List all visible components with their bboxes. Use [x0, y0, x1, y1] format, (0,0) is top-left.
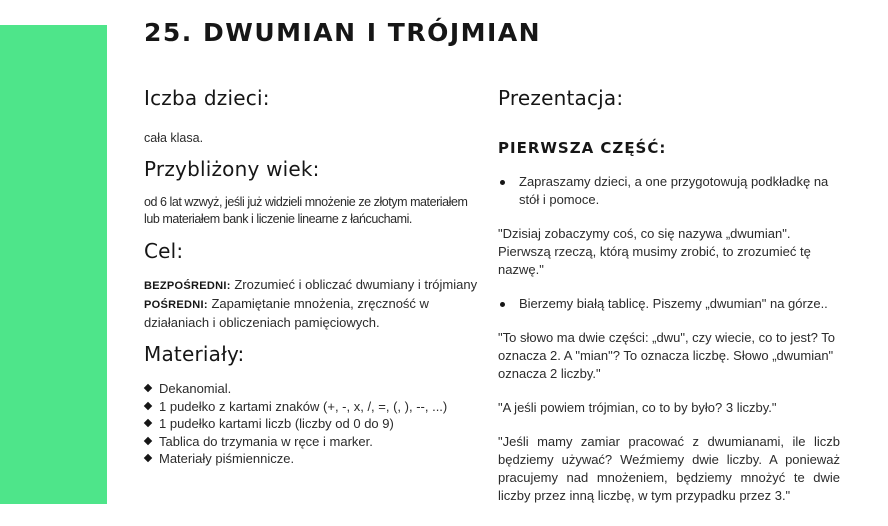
- bullet-dot-icon: [500, 302, 505, 307]
- left-column: [144, 86, 484, 468]
- list-item: 1 pudełko kartami liczb (liczby od 0 do 9): [144, 415, 484, 433]
- indirect-text: Zapamiętanie mnożenia, zręczność w działaniach i obliczeniach pamięciowych.: [144, 296, 429, 330]
- bullet-item: Zapraszamy dzieci, a one przygotowują podkładkę na stół i pomoce.: [498, 173, 840, 209]
- presentation-heading: Prezentacja:: [498, 86, 624, 110]
- children-text: cała klasa.: [144, 131, 204, 145]
- part-one-heading: PIERWSZA CZĘŚĆ:: [498, 139, 667, 157]
- age-text: od 6 lat wzwyż, jeśli już widzieli mnożenie ze złotym materiałem lub materiałem bank i liczenie linearne z łańcuchami.: [144, 195, 468, 226]
- list-item: Tablica do trzymania w ręce i marker.: [144, 433, 484, 451]
- materials-list: [144, 380, 484, 468]
- diamond-bullet-icon: [144, 454, 152, 462]
- goal-heading: Cel:: [144, 239, 184, 263]
- goal-indirect: [144, 295, 484, 331]
- bullet-item: Bierzemy białą tablicę. Piszemy „dwumian" na górze..: [498, 295, 840, 313]
- diamond-bullet-icon: [144, 384, 152, 392]
- materials-heading: Materiały:: [144, 342, 245, 366]
- bullet-dot-icon: [500, 180, 505, 185]
- diamond-bullet-icon: [144, 401, 152, 409]
- page-title: 25. DWUMIAN I TRÓJMIAN: [144, 18, 542, 47]
- goal-direct: [144, 276, 484, 295]
- direct-label: BEZPOŚREDNI:: [144, 280, 231, 292]
- direct-text: Zrozumieć i obliczać dwumiany i trójmiany: [230, 277, 478, 292]
- quote-paragraph: "To słowo ma dwie części: „dwu", czy wiecie, co to jest? To oznacza 2. A "mian"? To oznacza liczbę. Słowo „dwumian" oznacza 2 liczby.": [498, 330, 836, 381]
- quote-paragraph: "Dzisiaj zobaczymy coś, co się nazywa „dwumian". Pierwszą rzeczą, którą musimy zrobić, to zrozumieć tę nazwę.": [498, 226, 811, 277]
- quote-paragraph: "A jeśli powiem trójmian, co to by było? 3 liczby.": [498, 400, 777, 415]
- quote-paragraph: "Jeśli mamy zamiar pracować z dwumianami, ile liczb będziemy używać? Weźmiemy dwie liczby. A ponieważ pracujemy nad mnożeniem, będziemy mnożyć te dwie liczby przez inną liczbę, w tym przypadku przez 3.": [498, 434, 840, 503]
- green-accent-bar: [0, 25, 107, 504]
- list-item: Materiały piśmiennicze.: [144, 450, 484, 468]
- diamond-bullet-icon: [144, 419, 152, 427]
- indirect-label: POŚREDNI:: [144, 299, 208, 311]
- children-heading: Iczba dzieci:: [144, 86, 270, 110]
- right-column: [498, 86, 840, 505]
- list-item: Dekanomial.: [144, 380, 484, 398]
- list-item: 1 pudełko z kartami znaków (+, -, x, /, =, (, ), --, ...): [144, 398, 484, 416]
- age-heading: Przybliżony wiek:: [144, 157, 320, 181]
- diamond-bullet-icon: [144, 436, 152, 444]
